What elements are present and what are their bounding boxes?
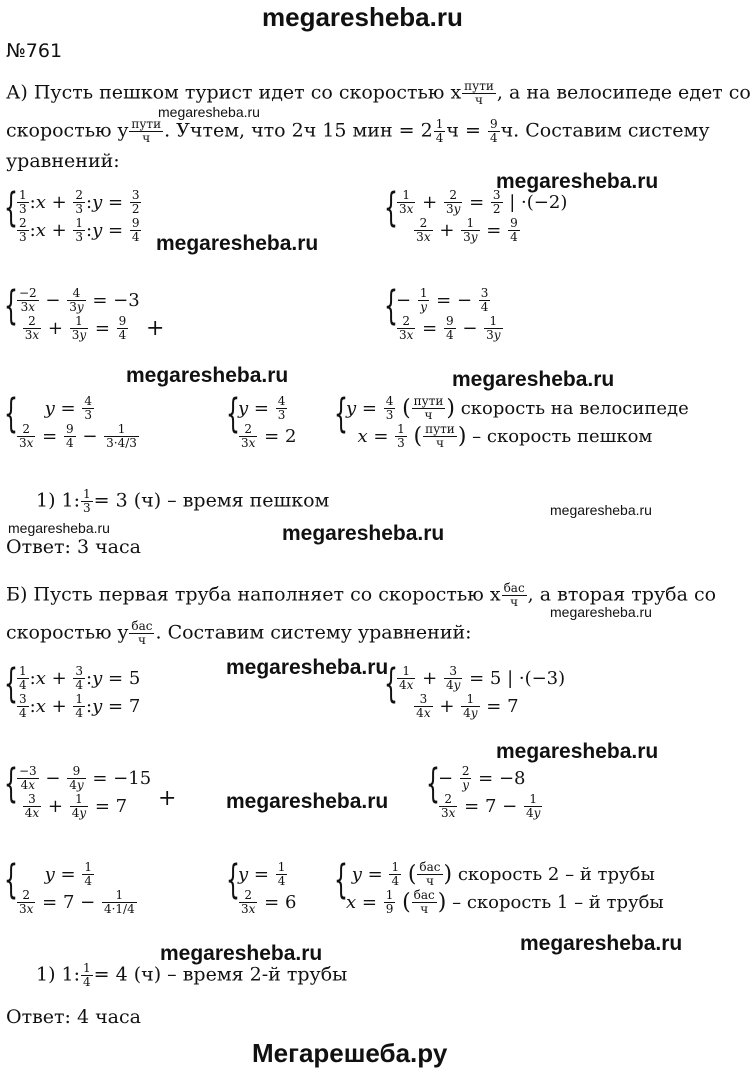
equation-system: { y = $\frac{1}{4}$ $\frac{2}{3x}$ = 7 − $\frac{1}{4\cdot 1/4}$ <box>4 857 135 916</box>
watermark: megaresheba.ru <box>496 740 659 763</box>
watermark: megaresheba.ru <box>282 522 445 545</box>
partA-intro-line2: скоростью y $\frac{\text{пути}}{ч}$ . Учтем, что 2ч 15 мин = 2 $\frac{1}{4}$ ч = $\frac{9}{4}$ ч. Составим систему <box>6 117 710 145</box>
partA-intro-line3: уравнений: <box>6 150 120 172</box>
plus-sign: + <box>158 786 177 811</box>
watermark: megaresheba.ru <box>126 364 289 387</box>
watermark-small: megaresheba.ru <box>550 502 652 518</box>
problem-number: №761 <box>6 40 63 62</box>
equation-system: { $\frac{-2}{3x}$ − $\frac{4}{3y}$ = −3 $\frac{2}{3x}$ + $\frac{1}{3y}$ = $\frac{9}{4}$ <box>4 283 140 342</box>
partB-answer: Ответ: 4 часа <box>6 1006 141 1028</box>
watermark: megaresheba.ru <box>226 790 389 813</box>
equation-system: { − $\frac{1}{y}$ = − $\frac{3}{4}$ $\frac{2}{3x}$ = $\frac{9}{4}$ − $\frac{1}{3y}$ <box>384 283 501 342</box>
partB-intro-line1: Б) Пусть первая труба наполняет со скоростью x $\frac{\text{бас}}{ч}$ , а вторая труба со <box>6 581 717 609</box>
partA-solution: 1) 1: $\frac{1}{3}$ = 3 (ч) – время пешком <box>36 487 330 515</box>
watermark: megaresheba.ru <box>226 656 389 679</box>
equation-system: { $\frac{1}{4x}$ + $\frac{3}{4y}$ = 5 | ·(−3) $\frac{3}{4x}$ + $\frac{1}{4y}$ = 7 <box>384 661 566 720</box>
equation-system: { y = $\frac{1}{4}$ $\frac{2}{3x}$ = 6 <box>226 857 297 916</box>
partA-intro-line1: А) Пусть пешком турист идет со скоростью x $\frac{\text{пути}}{ч}$ , а на велосипеде едет со <box>6 79 751 107</box>
equation-system: { $\frac{1}{3x}$ + $\frac{2}{3y}$ = $\frac{3}{2}$ | ·(−2) $\frac{2}{3x}$ + $\frac{1}{3y}$ = $\frac{9}{4}$ <box>384 185 568 244</box>
plus-sign: + <box>146 316 165 341</box>
site-footer[interactable]: Мегарешеба.ру <box>252 1038 448 1068</box>
watermark-small: megaresheba.ru <box>8 520 110 536</box>
watermark: megaresheba.ru <box>496 170 659 193</box>
watermark-small: megaresheba.ru <box>158 104 260 120</box>
watermark-small: megaresheba.ru <box>550 604 652 620</box>
equation-system: { $\frac{-3}{4x}$ − $\frac{9}{4y}$ = −15 $\frac{3}{4x}$ + $\frac{1}{4y}$ = 7 <box>4 761 152 820</box>
equation-system: { − $\frac{2}{y}$ = −8 $\frac{2}{3x}$ = 7 − $\frac{1}{4y}$ <box>426 761 541 820</box>
watermark: megaresheba.ru <box>520 932 683 955</box>
watermark: megaresheba.ru <box>156 232 319 255</box>
equation-system: { y = $\frac{4}{3}$ $\frac{2}{3x}$ = 2 <box>226 391 297 450</box>
partB-solution: 1) 1: $\frac{1}{4}$ = 4 (ч) – время 2-й трубы <box>36 961 348 989</box>
equation-system: { $\frac{1}{3}$ : x + $\frac{2}{3}$ : y = $\frac{3}{2}$ $\frac{2}{3}$ : x + $\frac{1}{3}$ : y = $\frac{9}{4}$ <box>4 185 140 244</box>
equation-system: { y = $\frac{4}{3}$ $\frac{2}{3x}$ = $\frac{9}{4}$ − $\frac{1}{3\cdot 4/3}$ <box>4 391 137 450</box>
equation-system: { y = $\frac{4}{3}$ ( $\frac{\text{пути}}{ч}$ ) скорость на велосипеде x = $\frac{1}{3}$ ( $\frac{\text{пути}}{ч}$ ) – скорость пешком <box>334 391 689 450</box>
partA-answer: Ответ: 3 часа <box>6 536 141 558</box>
partB-intro-line2: скоростью y $\frac{\text{бас}}{ч}$ . Составим систему уравнений: <box>6 619 472 647</box>
watermark: megaresheba.ru <box>160 942 323 965</box>
equation-system: { $\frac{1}{4}$ : x + $\frac{3}{4}$ : y = 5 $\frac{3}{4}$ : x + $\frac{1}{4}$ : y = 7 <box>4 661 141 720</box>
site-header[interactable]: megaresheba.ru <box>262 2 463 32</box>
watermark: megaresheba.ru <box>452 368 615 391</box>
equation-system: { y = $\frac{1}{4}$ ( $\frac{\text{бас}}{ч}$ ) скорость 2 – й трубы x = $\frac{1}{9}$ ( $\frac{\text{бас}}{ч}$ ) – скорость 1 – й трубы <box>334 857 664 916</box>
